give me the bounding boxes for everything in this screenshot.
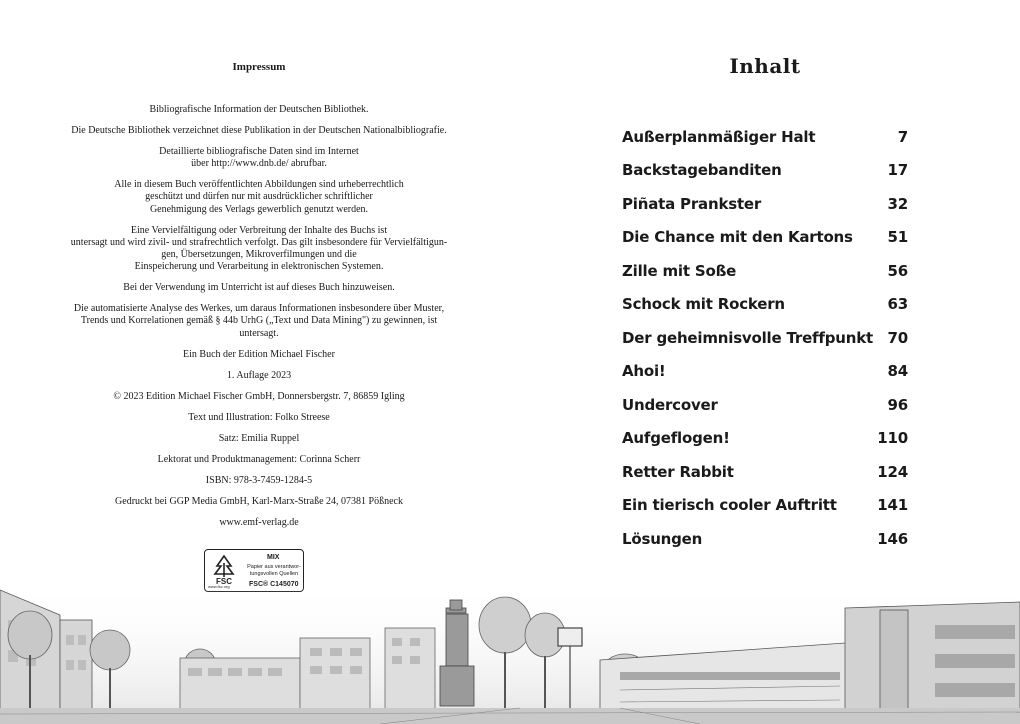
toc-entry-title: Retter Rabbit bbox=[622, 462, 734, 481]
toc-entry bbox=[622, 321, 908, 355]
toc-entry bbox=[622, 355, 908, 389]
toc-entry bbox=[622, 154, 908, 188]
toc-entry-page: 17 bbox=[887, 161, 908, 180]
toc-entry-page: 56 bbox=[887, 261, 908, 280]
fsc-mix: MIX bbox=[267, 554, 280, 561]
toc-entry-title: Lösungen bbox=[622, 529, 703, 548]
toc-entry bbox=[622, 120, 908, 154]
imprint-paragraph: Gedruckt bei GGP Media GmbH, Karl-Marx-Straße 24, 07381 Pößneck bbox=[115, 495, 403, 507]
toc-entry-page: 124 bbox=[877, 462, 908, 481]
toc-entry-page: 7 bbox=[897, 127, 908, 146]
toc-entry-title: Backstagebanditen bbox=[622, 161, 782, 180]
toc-entry-title: Ahoi! bbox=[622, 362, 666, 381]
imprint-paragraph: Bei der Verwendung im Unterricht ist auf dieses Buch hinzuweisen. bbox=[123, 282, 395, 294]
toc-entry bbox=[622, 254, 908, 288]
toc-entry-page: 146 bbox=[877, 529, 908, 548]
toc-entry-title: Undercover bbox=[622, 395, 718, 414]
toc-entry-title: Ein tierisch cooler Auftritt bbox=[622, 496, 837, 515]
toc-entry bbox=[622, 388, 908, 422]
toc-entry-title: Zille mit Soße bbox=[622, 261, 737, 280]
toc-entry-title: Schock mit Rockern bbox=[622, 295, 785, 314]
imprint-paragraph: ISBN: 978-3-7459-1284-5 bbox=[205, 474, 313, 486]
toc-entry bbox=[622, 288, 908, 322]
imprint-paragraph: www.emf-verlag.de bbox=[219, 516, 299, 528]
toc-entry bbox=[622, 522, 908, 556]
toc-list bbox=[622, 120, 908, 556]
imprint-paragraph: 1. Auflage 2023 bbox=[226, 369, 292, 381]
imprint-paragraph: Die Deutsche Bibliothek verzeichnet diese Publikation in der Deutschen Nationalbibliografie. bbox=[71, 125, 447, 136]
imprint-paragraph: Detaillierte bibliografische Daten sind im Internet über http://www.dnb.de/ abrufbar. bbox=[159, 146, 359, 170]
toc-entry bbox=[622, 422, 908, 456]
imprint-paragraph: Satz: Emilia Ruppel bbox=[218, 432, 300, 444]
toc-entry-page: 96 bbox=[887, 395, 908, 414]
toc-entry-title: Die Chance mit den Kartons bbox=[622, 228, 853, 247]
imprint-paragraph: © 2023 Edition Michael Fischer GmbH, Donnersbergstr. 7, 86859 Igling bbox=[113, 390, 405, 402]
imprint-paragraph: Lektorat und Produktmanagement: Corinna Scherr bbox=[157, 453, 361, 465]
toc-entry-page: 84 bbox=[887, 362, 908, 381]
toc-entry-page: 51 bbox=[887, 228, 908, 247]
toc-entry bbox=[622, 489, 908, 523]
city-illustration bbox=[0, 580, 1020, 724]
toc-entry-title: Der geheimnisvolle Treffpunkt bbox=[622, 328, 873, 347]
imprint-body bbox=[55, 104, 463, 538]
toc-entry-page: 70 bbox=[887, 328, 908, 347]
toc-entry-title: Aufgeflogen! bbox=[622, 429, 730, 448]
toc-entry bbox=[622, 455, 908, 489]
ground bbox=[0, 708, 1020, 724]
toc-entry-title: Außerplanmäßiger Halt bbox=[622, 127, 816, 146]
fsc-description: Papier aus verantwor- tungsvollen Quellen bbox=[247, 564, 301, 577]
toc-entry-page: 63 bbox=[887, 295, 908, 314]
imprint-title: Impressum bbox=[232, 61, 286, 73]
toc-entry-page: 141 bbox=[877, 496, 908, 515]
imprint-paragraph: Eine Vervielfältigung oder Verbreitung der Inhalte des Buchs ist untersagt und wird zivil- und strafrechtlich verfolgt. Das gilt insbesondere für Vervielfältigun- gen, Übersetzungen, Mikroverfilmungen und die Einspeicherung und Verarbeitung in elektronischen Systemen. bbox=[70, 224, 448, 273]
imprint-paragraph: Die automatisierte Analyse des Werkes, um daraus Informationen insbesondere über Muster, Trends und Korrelationen gemäß § 44b UrhG („Text und Data Mining") zu gewinnen, ist untersagt. bbox=[73, 303, 445, 339]
imprint-paragraph: Alle in diesem Buch veröffentlichten Abbildungen sind urheberrechtlich geschützt und dürfen nur mit ausdrücklicher schriftlicher Genehmigung des Verlags gewerblich genutzt werden. bbox=[114, 179, 404, 215]
toc-entry-page: 32 bbox=[887, 194, 908, 213]
imprint-paragraph: Text und Illustration: Folko Streese bbox=[188, 411, 330, 423]
toc-entry-title: Piñata Prankster bbox=[622, 194, 762, 213]
toc-entry bbox=[622, 187, 908, 221]
toc-title: Inhalt bbox=[729, 54, 801, 78]
imprint-paragraph: Bibliografische Information der Deutschen Bibliothek. bbox=[149, 104, 369, 115]
toc-entry bbox=[622, 221, 908, 255]
toc-entry-page: 110 bbox=[877, 429, 908, 448]
imprint-paragraph: Ein Buch der Edition Michael Fischer bbox=[183, 348, 335, 360]
